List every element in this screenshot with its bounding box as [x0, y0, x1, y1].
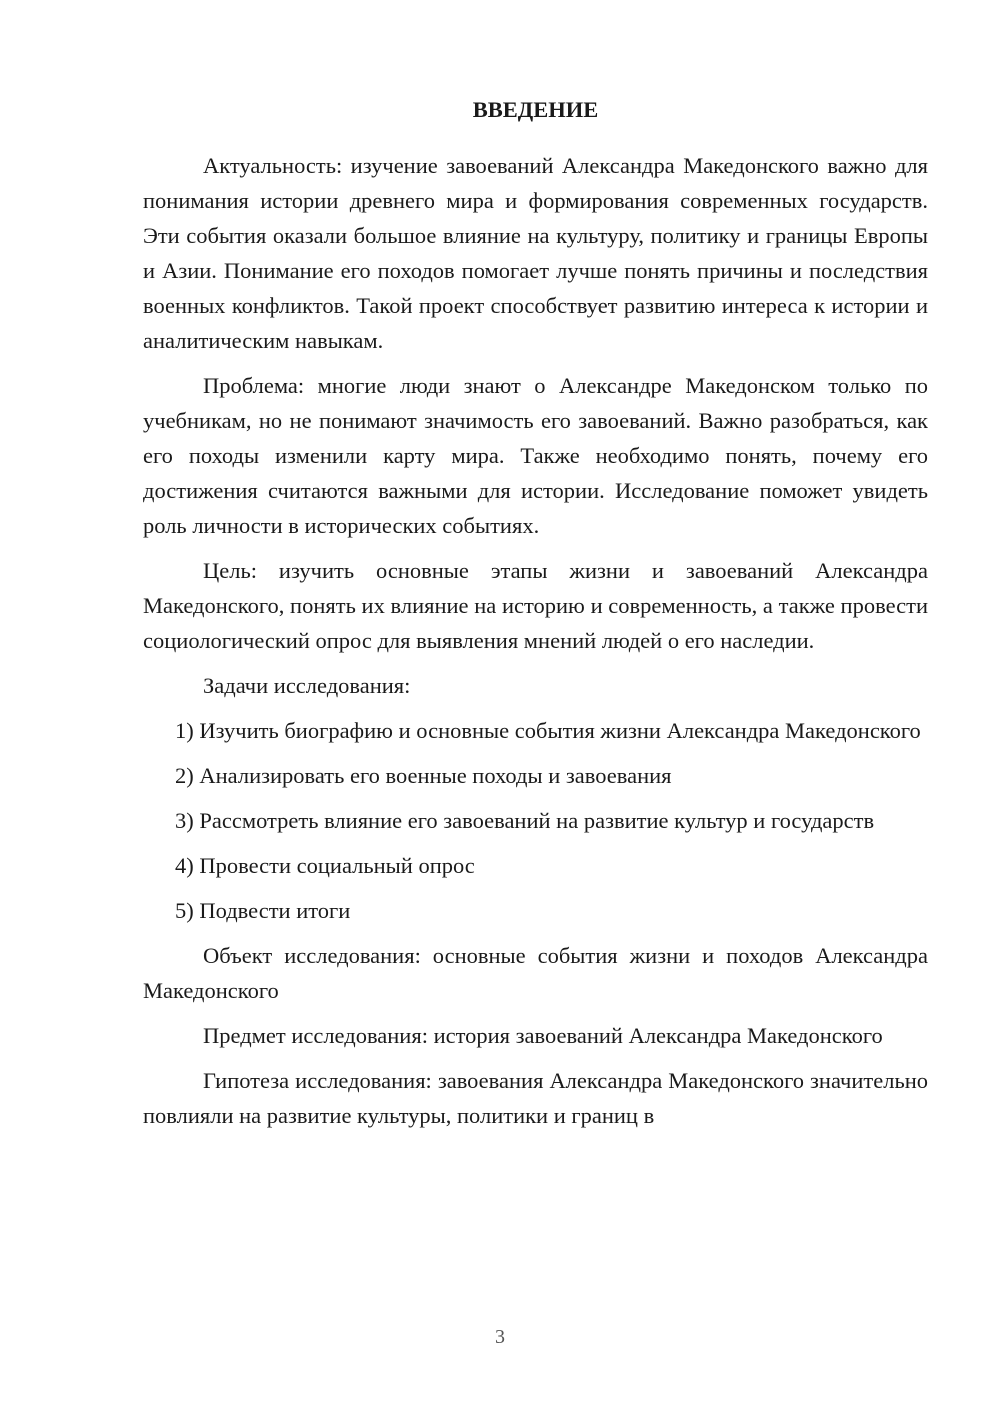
paragraph-object: Объект исследования: основные события жизни и походов Александра Македонского — [143, 943, 928, 1003]
task-item-3: 3) Рассмотреть влияние его завоеваний на развитие культур и государств — [175, 808, 875, 833]
task-item-5: 5) Подвести итоги — [175, 898, 351, 923]
section-title: ВВЕДЕНИЕ — [472, 97, 599, 122]
paragraph-goal: Цель: изучить основные этапы жизни и завоеваний Александра Македонского, понять их влияние на историю и современность, а также провести социологический опрос для выявления мнений людей о его наследии. — [143, 558, 928, 653]
tasks-heading: Задачи исследования: — [203, 673, 411, 698]
document-page — [143, 92, 928, 1143]
paragraph-subject: Предмет исследования: история завоеваний Александра Македонского — [203, 1023, 883, 1048]
paragraph-problem: Проблема: многие люди знают о Александре Македонском только по учебникам, но не понимают значимость его завоеваний. Важно разобраться, как его походы изменили карту мира. Также необходимо понять, почему его достижения считаются важными для истории. Исследование поможет увидеть роль личности в исторических событиях. — [143, 373, 928, 538]
task-item-1: 1) Изучить биографию и основные события жизни Александра Македонского — [175, 718, 921, 743]
task-item-2: 2) Анализировать его военные походы и завоевания — [175, 763, 672, 788]
paragraph-hypothesis: Гипотеза исследования: завоевания Александра Македонского значительно повлияли на развитие культуры, политики и границ в — [143, 1068, 928, 1128]
paragraph-relevance: Актуальность: изучение завоеваний Александра Македонского важно для понимания истории древнего мира и формирования современных государств. Эти события оказали большое влияние на культуру, политику и границы Европы и Азии. Понимание его походов помогает лучше понять причины и последствия военных конфликтов. Такой проект способствует развитию интереса к истории и аналитическим навыкам. — [143, 153, 928, 353]
page-number: 3 — [495, 1326, 505, 1348]
task-item-4: 4) Провести социальный опрос — [175, 853, 475, 878]
